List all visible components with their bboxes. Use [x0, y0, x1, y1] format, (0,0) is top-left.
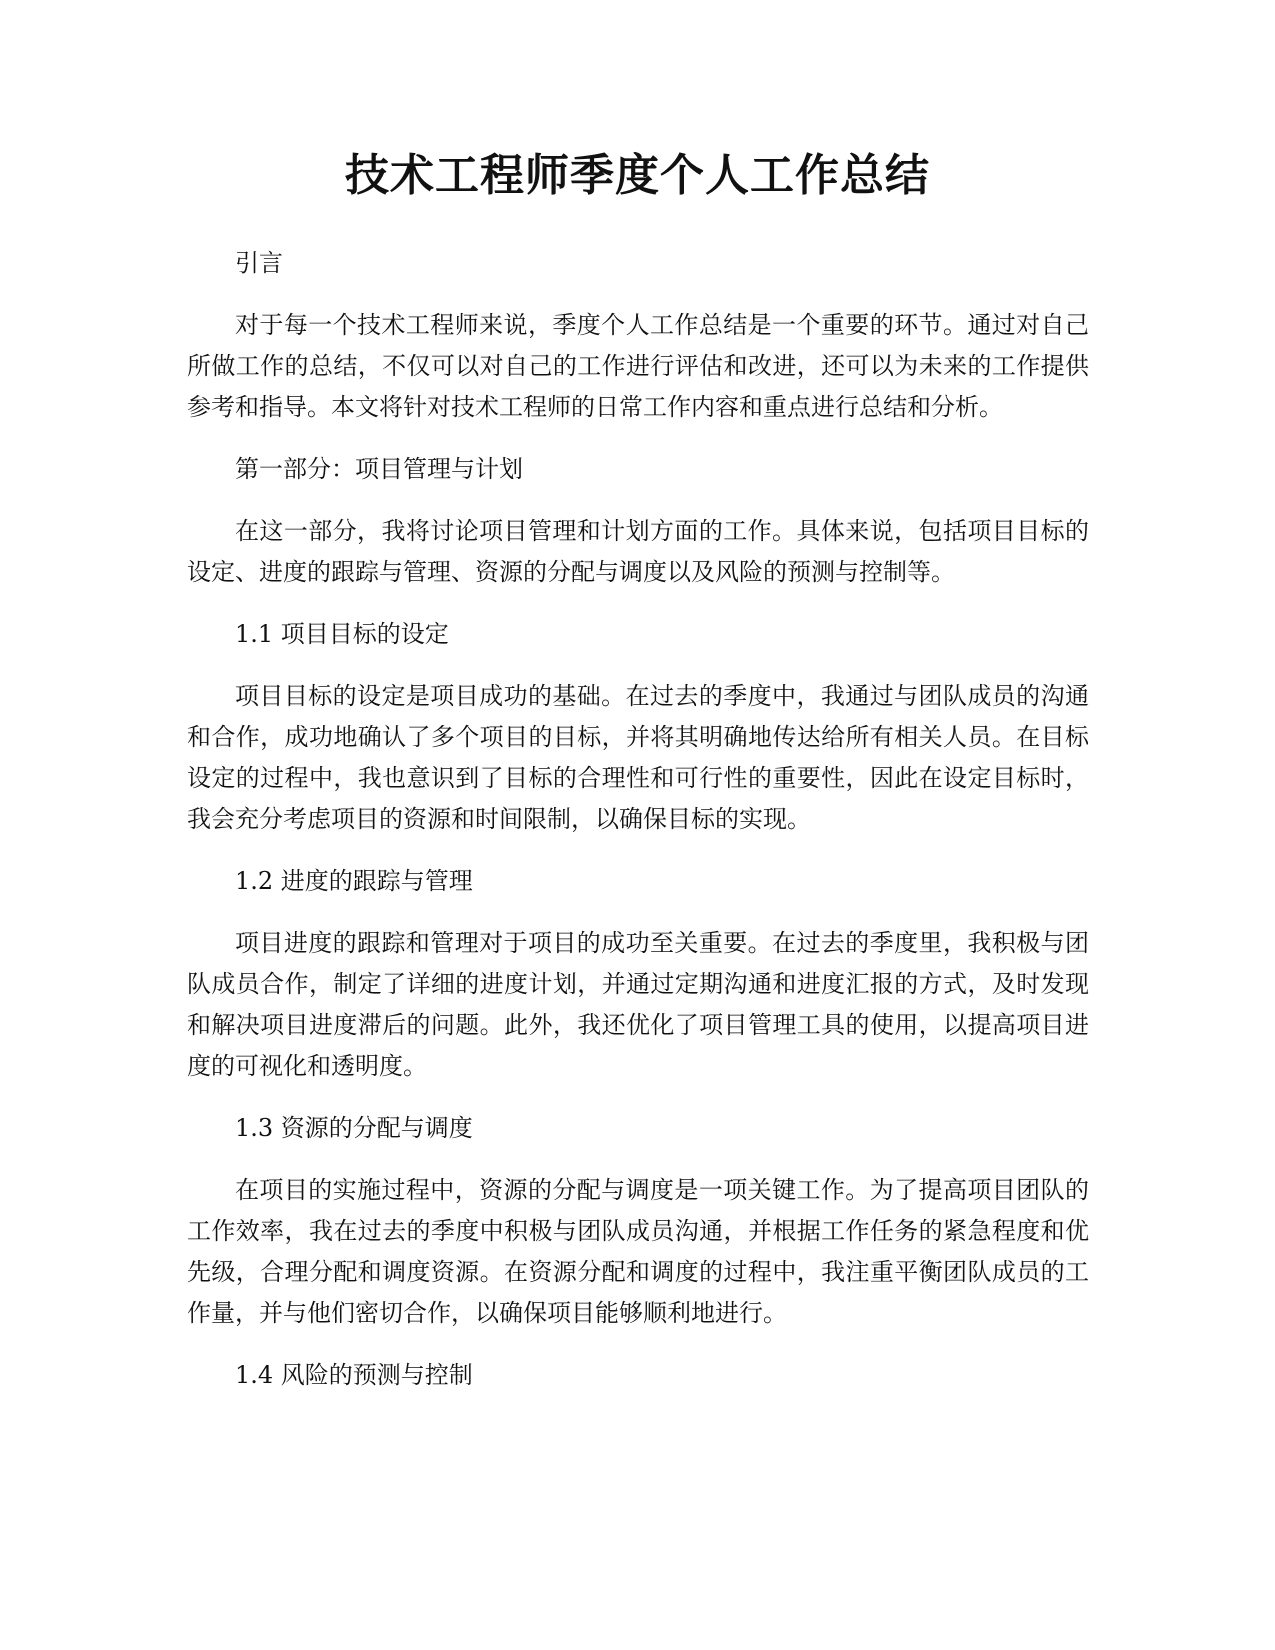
- paragraph-1-2: 项目进度的跟踪和管理对于项目的成功至关重要。在过去的季度里，我积极与团队成员合作，制定了详细的进度计划，并通过定期沟通和进度汇报的方式，及时发现和解决项目进度滞后的问题。此外，我还优化了项目管理工具的使用，以提高项目进度的可视化和透明度。: [187, 929, 1089, 1080]
- section-heading-1-4: 1.4 风险的预测与控制: [235, 1361, 473, 1389]
- paragraph-intro: 对于每一个技术工程师来说，季度个人工作总结是一个重要的环节。通过对自己所做工作的总结，不仅可以对自己的工作进行评估和改进，还可以为未来的工作提供参考和指导。本文将针对技术工程师的日常工作内容和重点进行总结和分析。: [187, 311, 1089, 421]
- document-body: [187, 243, 1089, 1417]
- section-heading-1-1: 1.1 项目目标的设定: [235, 620, 449, 648]
- paragraph-1-3: 在项目的实施过程中，资源的分配与调度是一项关键工作。为了提高项目团队的工作效率，我在过去的季度中积极与团队成员沟通，并根据工作任务的紧急程度和优先级，合理分配和调度资源。在资源分配和调度的过程中，我注重平衡团队成员的工作量，并与他们密切合作，以确保项目能够顺利地进行。: [187, 1176, 1089, 1327]
- paragraph-part-one: 在这一部分，我将讨论项目管理和计划方面的工作。具体来说，包括项目目标的设定、进度的跟踪与管理、资源的分配与调度以及风险的预测与控制等。: [187, 517, 1089, 586]
- paragraph-1-1: 项目目标的设定是项目成功的基础。在过去的季度中，我通过与团队成员的沟通和合作，成功地确认了多个项目的目标，并将其明确地传达给所有相关人员。在目标设定的过程中，我也意识到了目标的合理性和可行性的重要性，因此在设定目标时，我会充分考虑项目的资源和时间限制，以确保目标的实现。: [187, 682, 1089, 833]
- section-heading-1-3: 1.3 资源的分配与调度: [235, 1114, 473, 1142]
- document-title: 技术工程师季度个人工作总结: [345, 150, 930, 201]
- section-heading-part-one: 第一部分：项目管理与计划: [235, 455, 523, 483]
- section-heading-intro: 引言: [235, 249, 283, 277]
- section-heading-1-2: 1.2 进度的跟踪与管理: [235, 867, 473, 895]
